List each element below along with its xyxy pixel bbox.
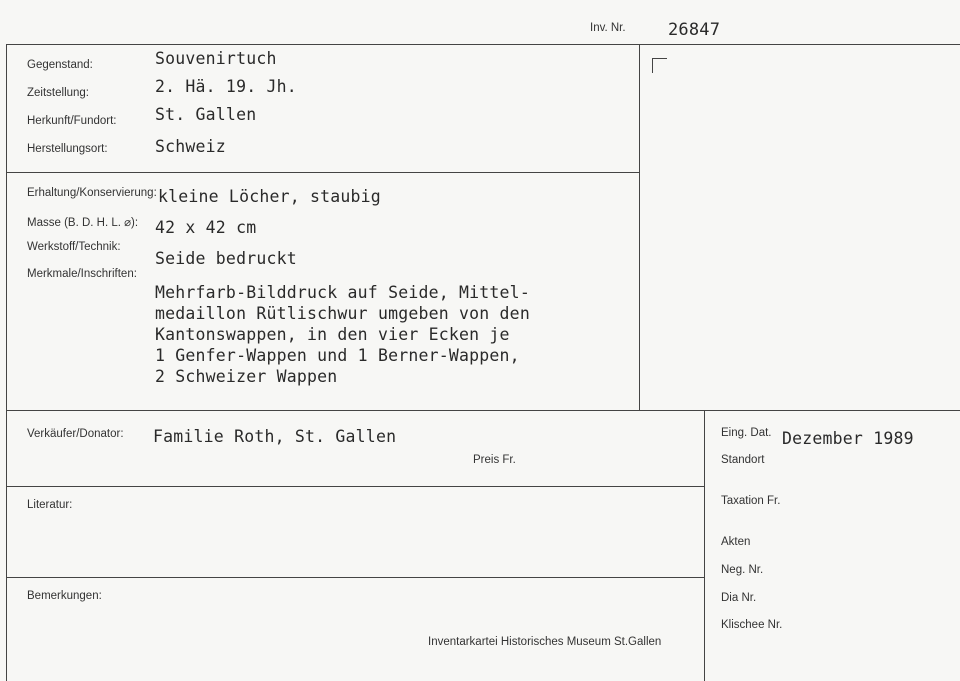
herkunft-label: Herkunft/Fundort: [27,115,117,127]
verkaeufer-label: Verkäufer/Donator: [27,428,124,440]
herstellungsort-value: Schweiz [155,137,226,156]
divider-vertical-upper [639,44,640,410]
herstellungsort-label: Herstellungsort: [27,143,108,155]
erhaltung-label: Erhaltung/Konservierung: [27,187,157,199]
zeitstellung-value: 2. Hä. 19. Jh. [155,77,297,96]
klischee-label: Klischee Nr. [721,619,783,631]
taxation-label: Taxation Fr. [721,495,781,507]
literatur-label: Literatur: [27,499,73,511]
eingdat-value: Dezember 1989 [782,429,914,448]
divider-description [6,410,960,411]
border-left [6,44,7,681]
bemerkungen-label: Bemerkungen: [27,590,102,602]
zeitstellung-label: Zeitstellung: [27,87,90,99]
footer-institution: Inventarkartei Historisches Museum St.Gallen [428,636,662,648]
inv-nr-label: Inv. Nr. [590,22,626,34]
divider-vertical-lower [704,410,705,681]
corner-mark [652,58,667,73]
inv-nr-value: 26847 [668,20,721,40]
divider-top [6,44,960,45]
gegenstand-value: Souvenirtuch [155,49,277,68]
divider-literatur [6,577,704,578]
eingdat-label: Eing. Dat. [721,427,772,439]
herkunft-value: St. Gallen [155,105,257,124]
verkaeufer-value: Familie Roth, St. Gallen [153,427,397,446]
gegenstand-label: Gegenstand: [27,59,93,71]
dianr-label: Dia Nr. [721,592,757,604]
merkmale-label: Merkmale/Inschriften: [27,268,137,280]
masse-label: Masse (B. D. H. L. ⌀): [27,217,139,229]
preis-label: Preis Fr. [473,454,516,466]
divider-verkaeufer [6,486,704,487]
akten-label: Akten [721,536,751,548]
werkstoff-value: Seide bedruckt [155,249,297,268]
divider-object [6,172,639,173]
werkstoff-label: Werkstoff/Technik: [27,241,121,253]
masse-value: 42 x 42 cm [155,218,257,237]
standort-label: Standort [721,454,765,466]
negnr-label: Neg. Nr. [721,564,764,576]
erhaltung-value: kleine Löcher, staubig [158,187,381,206]
merkmale-value: Mehrfarb-Bilddruck auf Seide, Mittel- medaillon Rütlischwur umgeben von den Kantonswappen, in den vier Ecken je 1 Genfer-Wappen und 1 Berner-Wappen, 2 Schweizer Wappen [155,283,530,386]
